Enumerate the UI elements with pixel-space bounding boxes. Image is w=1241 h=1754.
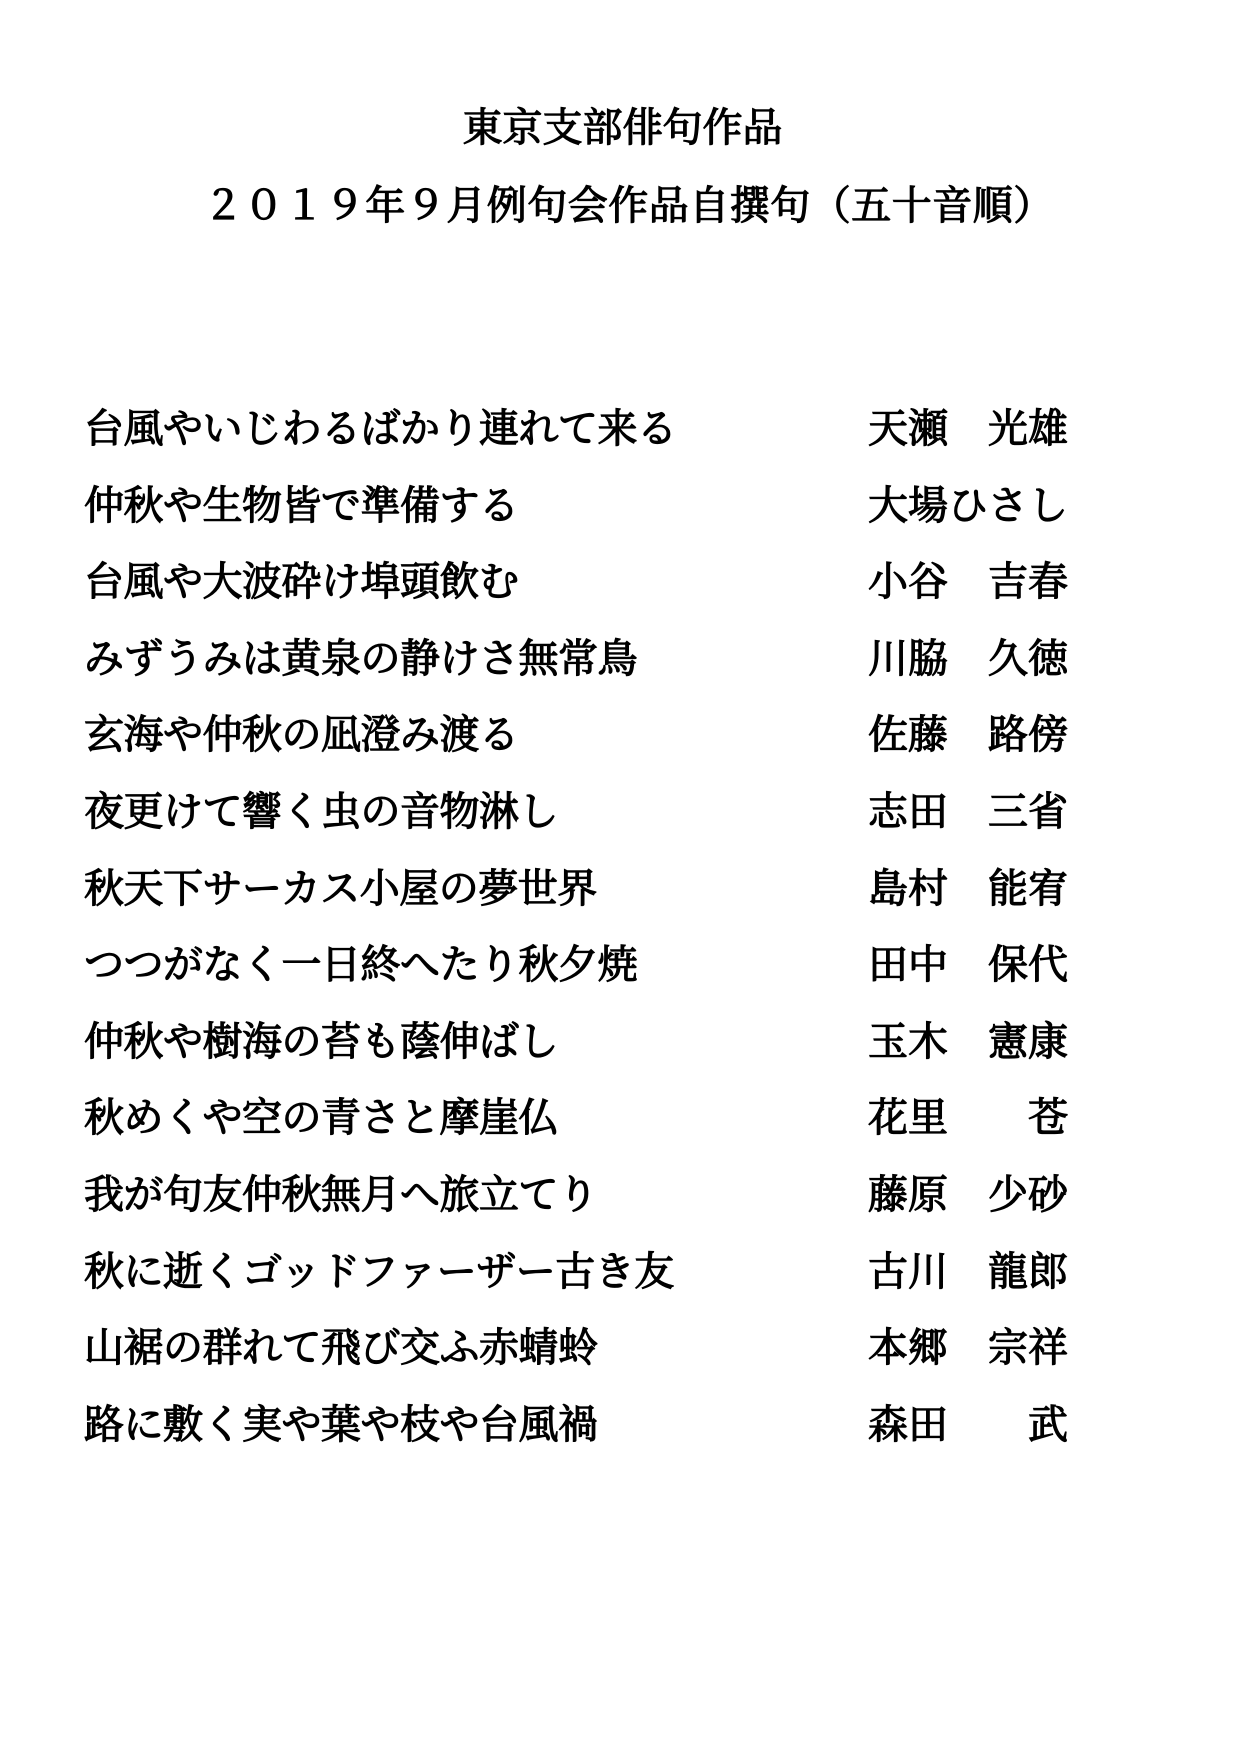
author-name: 小谷 吉春 — [868, 558, 1068, 606]
haiku-list — [0, 404, 1241, 1476]
author-name: 森田 武 — [868, 1400, 1068, 1448]
haiku-text: 路に敷く実や葉や枝や台風禍 — [84, 1400, 598, 1448]
list-item — [0, 1093, 1241, 1170]
haiku-text: みずうみは黄泉の静けさ無常鳥 — [84, 634, 637, 682]
haiku-text: 秋めくや空の青さと摩崖仏 — [84, 1094, 558, 1142]
author-name: 玉木 憲康 — [868, 1017, 1068, 1065]
document-title: 東京支部俳句作品 — [462, 104, 783, 151]
author-name: 藤原 少砂 — [868, 1170, 1068, 1218]
author-name: 志田 三省 — [868, 787, 1068, 835]
haiku-text: 仲秋や樹海の苔も蔭伸ばし — [84, 1017, 558, 1065]
author-name: 天瀬 光雄 — [868, 405, 1068, 452]
author-name: 島村 能宥 — [868, 864, 1068, 912]
list-item — [0, 481, 1241, 558]
haiku-text: 秋天下サーカス小屋の夢世界 — [84, 864, 597, 912]
haiku-text: つつがなく一日終へたり秋夕焼 — [84, 941, 637, 989]
list-item — [0, 710, 1241, 787]
list-item — [0, 864, 1241, 941]
list-item — [0, 787, 1241, 864]
list-item — [0, 1400, 1241, 1477]
list-item — [0, 634, 1241, 711]
author-name: 古川 龍郎 — [868, 1247, 1068, 1295]
list-item — [0, 1323, 1241, 1400]
haiku-text: 玄海や仲秋の凪澄み渡る — [84, 711, 519, 759]
author-name: 川脇 久徳 — [868, 634, 1068, 682]
author-name: 大場ひさし — [868, 481, 1068, 529]
list-item — [0, 1247, 1241, 1324]
author-name: 花里 苍 — [868, 1094, 1068, 1142]
list-item — [0, 940, 1241, 1017]
haiku-text: 秋に逝くゴッドファーザー古き友 — [84, 1247, 674, 1295]
author-name: 本郷 宗祥 — [868, 1324, 1068, 1372]
list-item — [0, 404, 1241, 481]
author-name: 田中 保代 — [868, 941, 1068, 989]
list-item — [0, 1170, 1241, 1247]
haiku-text: 台風や大波砕け埠頭飲む — [84, 558, 519, 606]
haiku-text: 仲秋や生物皆で準備する — [84, 481, 519, 529]
haiku-text: 山裾の群れて飛び交ふ赤蜻蛉 — [84, 1324, 598, 1372]
haiku-text: 台風やいじわるばかり連れて来る — [84, 405, 677, 452]
document-subtitle: ２０１９年９月例句会作品自撰句（五十音順） — [203, 182, 1054, 229]
list-item — [0, 557, 1241, 634]
haiku-text: 夜更けて響く虫の音物淋し — [84, 787, 558, 835]
list-item — [0, 1017, 1241, 1094]
haiku-text: 我が句友仲秋無月へ旅立てり — [84, 1170, 598, 1218]
author-name: 佐藤 路傍 — [868, 711, 1068, 759]
